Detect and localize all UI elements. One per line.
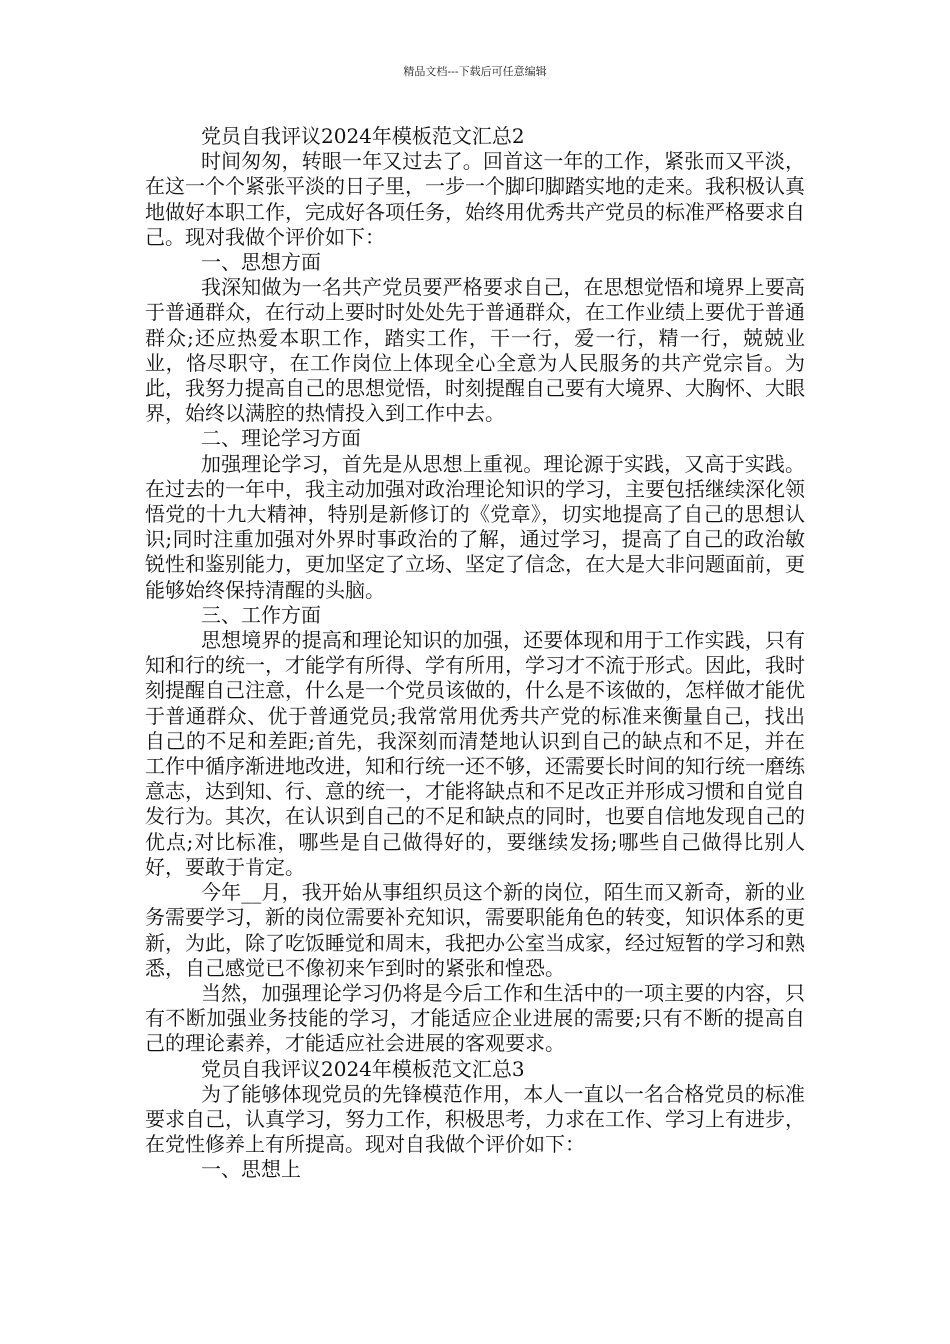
section-heading: 三、工作方面 [201,602,321,627]
paragraph: 加强理论学习，首先是从思想上重视。理论源于实践，又高于实践。在过去的一年中，我主动加强对政治理论知识的学习，主要包括继续深化领悟党的十九大精神，特别是新修订的《党章》，切实地提高了自己的思想认识;同时注重加强对外界时事政治的了解，通过学习，提高了自己的政治敏锐性和鉴别能力，更加坚定了立场、坚定了信念，在大是大非问题面前，更能够始终保持清醒的头脑。 [145,451,805,602]
paragraph: 为了能够体现党员的先锋模范作用，本人一直以一名合格党员的标准要求自己，认真学习，努力工作，积极思考，力求在工作、学习上有进步，在党性修养上有所提高。现对自我做个评价如下： [145,1081,805,1157]
document-body [145,124,805,1183]
section-heading: 二、理论学习方面 [201,426,361,451]
paragraph: 当然，加强理论学习仍将是今后工作和生活中的一项主要的内容，只有不断加强业务技能的学习，才能适应企业进展的需要;只有不断的提高自己的理论素养，才能适应社会进展的客观要求。 [145,980,805,1056]
paragraph: 我深知做为一名共产党员要严格要求自己，在思想觉悟和境界上要高于普通群众，在行动上要时时处处先于普通群众，在工作业绩上要优于普通群众;还应热爱本职工作，踏实工作，干一行，爱一行，精一行，兢兢业业，恪尽职守，在工作岗位上体现全心全意为人民服务的共产党宗旨。为此，我努力提高自己的思想觉悟，时刻提醒自己要有大境界、大胸怀、大眼界，始终以满腔的热情投入到工作中去。 [145,275,805,426]
section-heading: 一、思想方面 [201,250,321,275]
paragraph: 时间匆匆，转眼一年又过去了。回首这一年的工作，紧张而又平淡，在这一个个紧张平淡的日子里，一步一个脚印脚踏实地的走来。我积极认真地做好本职工作，完成好各项任务，始终用优秀共产党员的标准严格要求自己。现对我做个评价如下： [145,149,805,249]
section-title: 党员自我评议2024年模板范文汇总3 [201,1056,525,1081]
paragraph: 今年__月，我开始从事组织员这个新的岗位，陌生而又新奇，新的业务需要学习，新的岗位需要补充知识，需要职能角色的转变，知识体系的更新，为此，除了吃饭睡觉和周末，我把办公室当成家，经过短暂的学习和熟悉，自己感觉已不像初来乍到时的紧张和惶恐。 [145,880,805,980]
section-title: 党员自我评议2024年模板范文汇总2 [201,124,525,148]
section-heading: 一、思想上 [201,1157,301,1182]
paragraph: 思想境界的提高和理论知识的加强，还要体现和用于工作实践，只有知和行的统一，才能学有所得、学有所用，学习才不流于形式。因此，我时刻提醒自己注意，什么是一个党员该做的，什么是不该做的，怎样做才能优于普通群众、优于普通党员;我常常用优秀共产党的标准来衡量自己，找出自己的不足和差距;首先，我深刻而清楚地认识到自己的缺点和不足，并在工作中循序渐进地改进，知和行统一还不够，还需要长时间的知行统一磨练意志，达到知、行、意的统一，才能将缺点和不足改正并形成习惯和自觉自发行为。其次，在认识到自己的不足和缺点的同时，也要自信地发现自己的优点;对比标准，哪些是自己做得好的，要继续发扬;哪些自己做得比别人好，要敢于肯定。 [145,628,805,879]
page-header: 精品文档---下载后可任意编辑 [403,65,547,78]
